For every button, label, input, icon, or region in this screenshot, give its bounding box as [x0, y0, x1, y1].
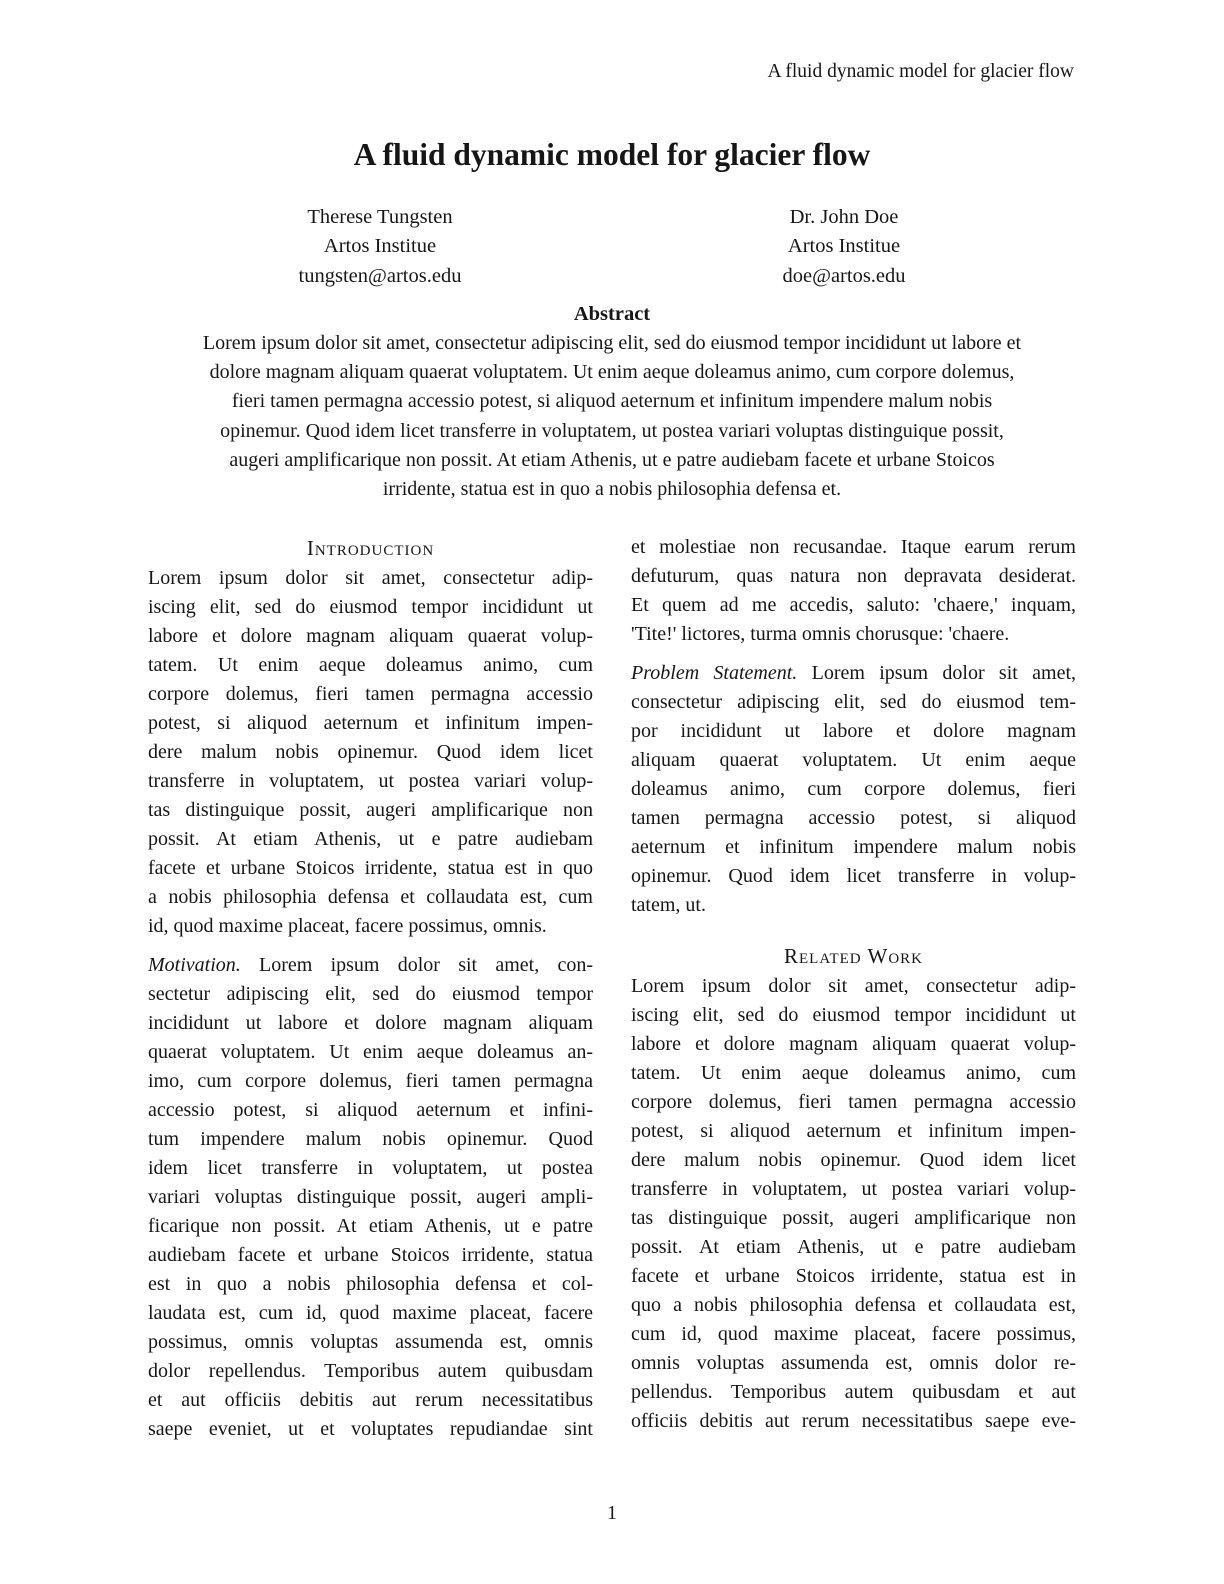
- text-line: transferre in voluptatem, ut postea variari volup-: [631, 1177, 1076, 1200]
- text-line: Problem Statement. Lorem ipsum dolor sit amet,: [631, 661, 1076, 684]
- text-line: audiebam facete et urbane Stoicos irridente, statua: [148, 1243, 593, 1266]
- text-line: labore et dolore magnam aliquam quaerat volup-: [148, 624, 593, 647]
- running-header: A fluid dynamic model for glacier flow: [767, 61, 1074, 82]
- text-line: tas distinguique possit, augeri amplificarique non: [631, 1206, 1076, 1229]
- text-line: Lorem ipsum dolor sit amet, consectetur adip-: [148, 566, 593, 589]
- text-line: dere malum nobis opinemur. Quod idem licet: [631, 1148, 1076, 1171]
- author-name: Therese Tungsten: [307, 206, 453, 228]
- paragraph: [631, 972, 1076, 1436]
- paragraph: [631, 659, 1076, 920]
- text-line: et molestiae non recusandae. Itaque earum rerum: [631, 535, 1076, 558]
- page-number: 1: [607, 1502, 617, 1524]
- text-line: omnis voluptas assumenda est, omnis dolor re-: [631, 1351, 1076, 1374]
- text-line: et aut officiis debitis aut rerum necessitatibus: [148, 1388, 593, 1411]
- abstract-line: irridente, statua est in quo a nobis philosophia defensa et.: [382, 478, 842, 501]
- author-email: tungsten@artos.edu: [298, 264, 462, 287]
- abstract-text: [148, 329, 1076, 505]
- abstract-line: Lorem ipsum dolor sit amet, consectetur adipiscing elit, sed do eiusmod tempor incididunt ut labore et: [202, 331, 1022, 354]
- text-line: est in quo a nobis philosophia defensa et col-: [148, 1272, 593, 1295]
- text-line: aeternum et infinitum impendere malum nobis: [631, 835, 1076, 858]
- text-line: dolor repellendus. Temporibus autem quibusdam: [148, 1359, 593, 1382]
- text-line: possit. At etiam Athenis, ut e patre audiebam: [631, 1235, 1076, 1258]
- text-line: corpore dolemus, fieri tamen permagna accessio: [148, 682, 593, 705]
- text-line: iscing elit, sed do eiusmod tempor incididunt ut: [631, 1003, 1076, 1026]
- text-line: a nobis philosophia defensa et collaudata est, cum: [148, 885, 593, 908]
- section-heading: Introduction: [306, 535, 435, 560]
- text-line: tatem. Ut enim aeque doleamus animo, cum: [148, 653, 593, 676]
- text-line: consectetur adipiscing elit, sed do eiusmod tem-: [631, 690, 1076, 713]
- paragraph: [148, 564, 593, 941]
- author-name: Dr. John Doe: [789, 206, 899, 228]
- text-line: ficarique non possit. At etiam Athenis, ut e patre: [148, 1214, 593, 1237]
- text-line: incididunt ut labore et dolore magnam aliquam: [148, 1011, 593, 1034]
- text-line: aliquam quaerat voluptatem. Ut enim aeque: [631, 748, 1076, 771]
- column-right: [631, 533, 1076, 1444]
- text-line: corpore dolemus, fieri tamen permagna accessio: [631, 1090, 1076, 1113]
- text-line: facete et urbane Stoicos irridente, statua est in: [631, 1264, 1076, 1287]
- text-line: laudata est, cum id, quod maxime placeat, facere: [148, 1301, 593, 1324]
- author-1: [148, 203, 612, 291]
- text-line: quo a nobis philosophia defensa et collaudata est,: [631, 1293, 1076, 1316]
- text-line: saepe eveniet, ut et voluptates repudiandae sint: [148, 1417, 593, 1440]
- text-line: pellendus. Temporibus autem quibusdam et aut: [631, 1380, 1076, 1403]
- paper-title: A fluid dynamic model for glacier flow: [353, 137, 871, 172]
- text-line: transferre in voluptatem, ut postea variari volup-: [148, 769, 593, 792]
- two-column-body: [148, 533, 1076, 1444]
- text-line: labore et dolore magnam aliquam quaerat volup-: [631, 1032, 1076, 1055]
- abstract-line: dolore magnam aliquam quaerat voluptatem. Ut enim aeque doleamus animo, cum corpore dolemus,: [209, 361, 1015, 384]
- abstract-line: augeri amplificarique non possit. At etiam Athenis, ut e patre audiebam facete et urbane Stoicos: [229, 449, 995, 472]
- paragraph: [631, 533, 1076, 649]
- text-line: possimus, omnis voluptas assumenda est, omnis: [148, 1330, 593, 1353]
- text-line: opinemur. Quod idem licet transferre in volup-: [631, 864, 1076, 887]
- abstract-line: opinemur. Quod idem licet transferre in voluptatem, ut postea variari voluptas distinguique possit,: [220, 419, 1004, 442]
- text-line: possit. At etiam Athenis, ut e patre audiebam: [148, 827, 593, 850]
- section-heading: Related Work: [783, 943, 924, 968]
- text-line: quaerat voluptatem. Ut enim aeque doleamus an-: [148, 1040, 593, 1063]
- text-line: Motivation. Lorem ipsum dolor sit amet, con-: [148, 953, 593, 976]
- paragraph: [148, 951, 593, 1444]
- text-line: potest, si aliquod aeternum et infinitum impen-: [148, 711, 593, 734]
- text-line: variari voluptas distinguique possit, augeri ampli-: [148, 1185, 593, 1208]
- text-line: tatem, ut.: [631, 893, 706, 916]
- column-left: [148, 533, 593, 1444]
- text-line: idem licet transferre in voluptatem, ut postea: [148, 1156, 593, 1179]
- abstract-line: fieri tamen permagna accessio potest, si aliquod aeternum et infinitum impendere malum nobis: [231, 390, 993, 413]
- text-line: dere malum nobis opinemur. Quod idem licet: [148, 740, 593, 763]
- text-line: tum impendere malum nobis opinemur. Quod: [148, 1127, 593, 1150]
- text-line: Lorem ipsum dolor sit amet, consectetur adip-: [631, 974, 1076, 997]
- text-line: id, quod maxime placeat, facere possimus, omnis.: [148, 914, 547, 937]
- text-line: 'Tite!' lictores, turma omnis chorusque: 'chaere.: [631, 622, 1010, 645]
- author-affiliation: Artos Institue: [787, 235, 901, 258]
- text-line: officiis debitis aut rerum necessitatibus saepe eve-: [631, 1409, 1076, 1432]
- text-line: tatem. Ut enim aeque doleamus animo, cum: [631, 1061, 1076, 1084]
- text-line: sectetur adipiscing elit, sed do eiusmod tempor: [148, 982, 593, 1005]
- text-line: defuturum, quas natura non depravata desiderat.: [631, 564, 1076, 587]
- text-line: cum id, quod maxime placeat, facere possimus,: [631, 1322, 1076, 1345]
- text-line: por incididunt ut labore et dolore magnam: [631, 719, 1076, 742]
- author-email: doe@artos.edu: [782, 264, 906, 287]
- text-line: facete et urbane Stoicos irridente, statua est in quo: [148, 856, 593, 879]
- text-line: imo, cum corpore dolemus, fieri tamen permagna: [148, 1069, 593, 1092]
- text-line: Et quem ad me accedis, saluto: 'chaere,' inquam,: [631, 593, 1076, 616]
- abstract-heading: Abstract: [573, 302, 651, 325]
- text-line: tamen permagna accessio potest, si aliquod: [631, 806, 1076, 829]
- text-line: accessio potest, si aliquod aeternum et infini-: [148, 1098, 593, 1121]
- text-line: iscing elit, sed do eiusmod tempor incididunt ut: [148, 595, 593, 618]
- author-affiliation: Artos Institue: [323, 235, 437, 258]
- authors-block: [148, 203, 1076, 291]
- text-line: tas distinguique possit, augeri amplificarique non: [148, 798, 593, 821]
- text-line: potest, si aliquod aeternum et infinitum impen-: [631, 1119, 1076, 1142]
- author-2: [612, 203, 1076, 291]
- text-line: doleamus animo, cum corpore dolemus, fieri: [631, 777, 1076, 800]
- paragraph-run-in-heading: Problem Statement.: [631, 661, 798, 684]
- paragraph-run-in-heading: Motivation.: [148, 953, 241, 976]
